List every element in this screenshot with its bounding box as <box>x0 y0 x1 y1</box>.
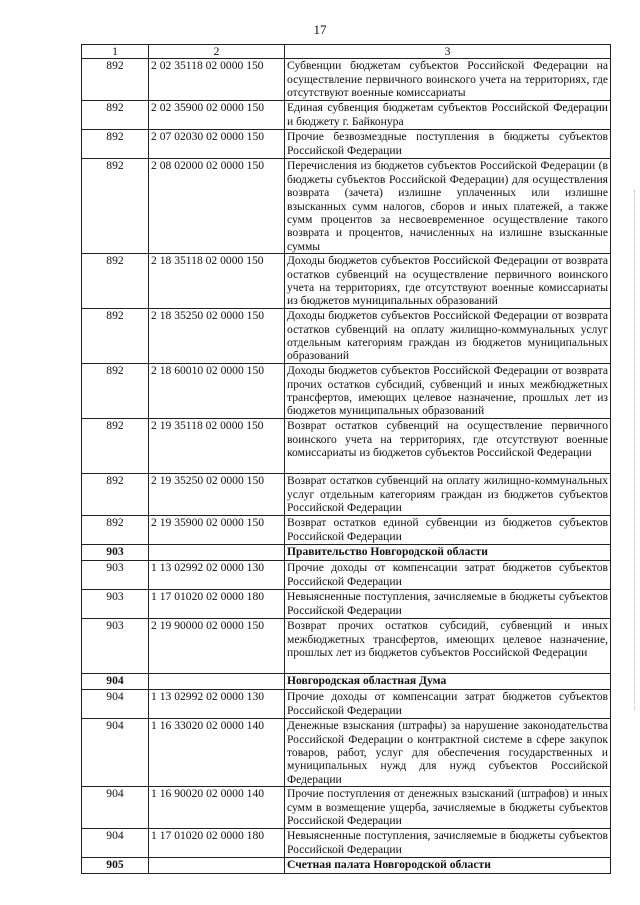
table-row <box>82 419 611 474</box>
admin-code-cell: 892 <box>82 101 149 130</box>
table-row <box>82 309 611 364</box>
admin-code-cell: 904 <box>82 787 149 829</box>
table-header-row <box>82 45 611 59</box>
description-cell: Единая субвенция бюджетам субъектов Российской Федерации и бюджету г. Байконура <box>285 101 611 130</box>
description-cell: Возврат прочих остатков субсидий, субвенций и иных межбюджетных трансфертов, имеющих целевое назначение, прошлых лет из бюджетов субъектов Российской Федерации <box>285 619 611 674</box>
budget-code-cell: 1 17 01020 02 0000 180 <box>149 829 285 858</box>
description-cell: Доходы бюджетов субъектов Российской Федерации от возврата остатков субвенций на осуществление первичного воинского учета на территориях, где отсутствуют военные комиссариаты из бюджетов муниципальных образований <box>285 254 611 309</box>
budget-code-cell: 2 19 35250 02 0000 150 <box>149 474 285 516</box>
table-row <box>82 59 611 101</box>
scan-edge-line <box>634 190 636 710</box>
admin-code-cell: 903 <box>82 619 149 674</box>
admin-code-cell: 892 <box>82 516 149 545</box>
description-cell: Возврат остатков единой субвенции из бюджетов субъектов Российской Федерации <box>285 516 611 545</box>
description-cell: Прочие поступления от денежных взысканий (штрафов) и иных сумм в возмещение ущерба, зачисляемые в бюджеты субъектов Российской Федерации <box>285 787 611 829</box>
budget-code-cell: 2 18 35250 02 0000 150 <box>149 309 285 364</box>
description-cell: Возврат остатков субвенций на оплату жилищно-коммунальных услуг отдельным категориям граждан из бюджетов субъектов Российской Федерации <box>285 474 611 516</box>
table-row <box>82 254 611 309</box>
table-row <box>82 101 611 130</box>
table-row <box>82 787 611 829</box>
admin-code-cell: 892 <box>82 364 149 419</box>
description-cell: Прочие доходы от компенсации затрат бюджетов субъектов Российской Федерации <box>285 690 611 719</box>
admin-code-cell: 892 <box>82 130 149 159</box>
header-col-2: 2 <box>149 45 285 59</box>
description-cell: Правительство Новгородской области <box>285 545 611 561</box>
budget-code-cell: 1 17 01020 02 0000 180 <box>149 590 285 619</box>
admin-code-cell: 892 <box>82 474 149 516</box>
page-number: 17 <box>313 22 327 37</box>
table-row <box>82 364 611 419</box>
budget-code-cell: 2 07 02030 02 0000 150 <box>149 130 285 159</box>
section-row <box>82 674 611 690</box>
table-row <box>82 719 611 787</box>
table-row <box>82 159 611 254</box>
table-row <box>82 590 611 619</box>
admin-code-cell: 892 <box>82 159 149 254</box>
header-col-1: 1 <box>82 45 149 59</box>
section-row <box>82 545 611 561</box>
admin-code-cell: 905 <box>82 858 149 874</box>
budget-code-cell: 2 18 60010 02 0000 150 <box>149 364 285 419</box>
table-row <box>82 516 611 545</box>
budget-code-cell <box>149 545 285 561</box>
budget-code-cell: 2 02 35118 02 0000 150 <box>149 59 285 101</box>
description-cell: Прочие безвозмездные поступления в бюджеты субъектов Российской Федерации <box>285 130 611 159</box>
admin-code-cell: 904 <box>82 829 149 858</box>
description-cell: Невыясненные поступления, зачисляемые в бюджеты субъектов Российской Федерации <box>285 829 611 858</box>
admin-code-cell: 904 <box>82 719 149 787</box>
budget-code-cell <box>149 674 285 690</box>
budget-code-cell: 2 19 35118 02 0000 150 <box>149 419 285 474</box>
admin-code-cell: 903 <box>82 590 149 619</box>
table-row <box>82 474 611 516</box>
header-col-3: 3 <box>285 45 611 59</box>
description-cell: Доходы бюджетов субъектов Российской Федерации от возврата прочих остатков субсидий, субвенций и иных межбюджетных трансфертов, имеющих целевое назначение, прошлых лет из бюджетов муниципальных образований <box>285 364 611 419</box>
description-cell: Новгородская областная Дума <box>285 674 611 690</box>
budget-code-cell: 2 02 35900 02 0000 150 <box>149 101 285 130</box>
budget-code-cell: 1 13 02992 02 0000 130 <box>149 561 285 590</box>
budget-code-cell: 2 18 35118 02 0000 150 <box>149 254 285 309</box>
description-cell: Перечисления из бюджетов субъектов Российской Федерации (в бюджеты субъектов Российской Федерации) для осуществления возврата (зачета) излишне уплаченных или излишне взысканных сумм налогов, сборов и иных платежей, а также сумм процентов за несвоевременное осуществление такого возврата и процентов, начисленных на излишне взысканные суммы <box>285 159 611 254</box>
admin-code-cell: 903 <box>82 561 149 590</box>
revenue-codes-table <box>81 44 611 874</box>
description-cell: Счетная палата Новгородской области <box>285 858 611 874</box>
table-row <box>82 130 611 159</box>
table-row <box>82 829 611 858</box>
admin-code-cell: 892 <box>82 254 149 309</box>
description-cell: Прочие доходы от компенсации затрат бюджетов субъектов Российской Федерации <box>285 561 611 590</box>
description-cell: Возврат остатков субвенций на осуществление первичного воинского учета на территориях, где отсутствуют военные комиссариаты из бюджетов субъектов Российской Федерации <box>285 419 611 474</box>
budget-code-cell: 2 19 90000 02 0000 150 <box>149 619 285 674</box>
section-row <box>82 858 611 874</box>
budget-code-cell: 1 13 02992 02 0000 130 <box>149 690 285 719</box>
admin-code-cell: 892 <box>82 59 149 101</box>
admin-code-cell: 903 <box>82 545 149 561</box>
description-cell: Доходы бюджетов субъектов Российской Федерации от возврата остатков субвенций на оплату жилищно-коммунальных услуг отдельным категориям граждан из бюджетов муниципальных образований <box>285 309 611 364</box>
admin-code-cell: 904 <box>82 674 149 690</box>
budget-code-cell: 1 16 33020 02 0000 140 <box>149 719 285 787</box>
budget-code-cell: 2 08 02000 02 0000 150 <box>149 159 285 254</box>
table-row <box>82 619 611 674</box>
description-cell: Субвенции бюджетам субъектов Российской Федерации на осуществление первичного воинского учета на территориях, где отсутствуют военные комиссариаты <box>285 59 611 101</box>
budget-code-cell: 1 16 90020 02 0000 140 <box>149 787 285 829</box>
admin-code-cell: 904 <box>82 690 149 719</box>
table-row <box>82 690 611 719</box>
budget-code-cell <box>149 858 285 874</box>
table-row <box>82 561 611 590</box>
description-cell: Невыясненные поступления, зачисляемые в бюджеты субъектов Российской Федерации <box>285 590 611 619</box>
admin-code-cell: 892 <box>82 419 149 474</box>
description-cell: Денежные взыскания (штрафы) за нарушение законодательства Российской Федерации о контрактной системе в сфере закупок товаров, работ, услуг для обеспечения государственных и муниципальных нужд для нужд субъектов Российской Федерации <box>285 719 611 787</box>
admin-code-cell: 892 <box>82 309 149 364</box>
budget-code-cell: 2 19 35900 02 0000 150 <box>149 516 285 545</box>
